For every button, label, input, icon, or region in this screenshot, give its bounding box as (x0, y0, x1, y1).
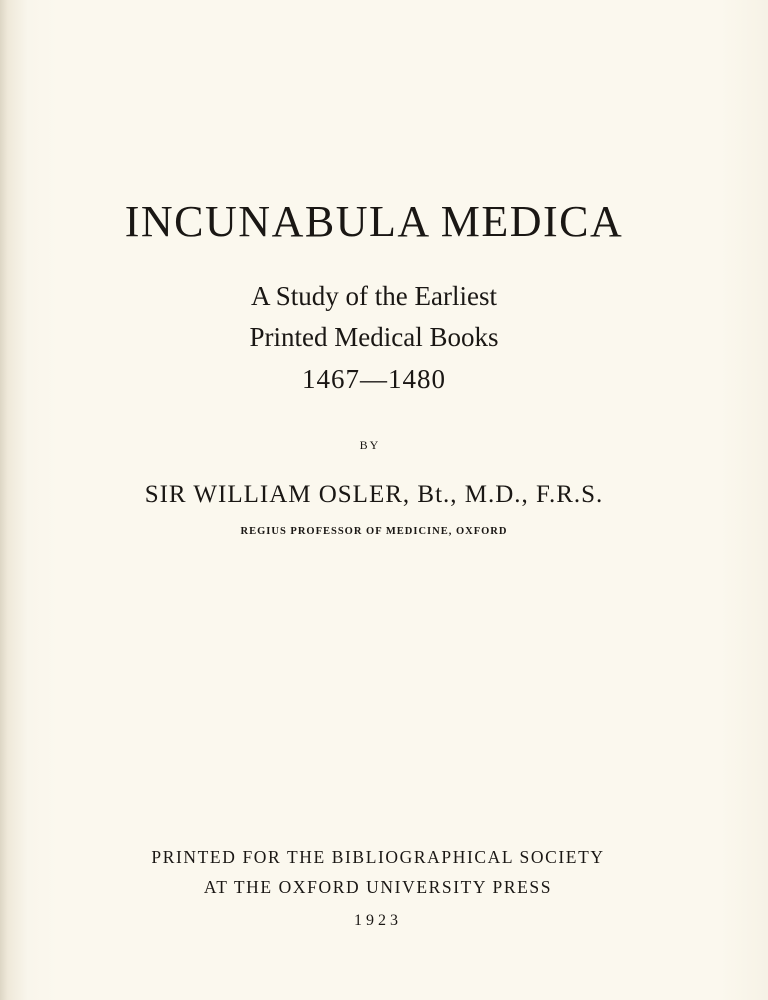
subtitle-line-1: A Study of the Earliest (251, 281, 497, 311)
date-range: 1467—1480 (302, 364, 446, 394)
book-title: INCUNABULA MEDICA (124, 197, 624, 246)
author-name: SIR WILLIAM OSLER, Bt., M.D., F.R.S. (144, 481, 604, 508)
by-label: BY (359, 438, 381, 452)
printer-line-1: PRINTED FOR THE BIBLIOGRAPHICAL SOCIETY (151, 847, 605, 867)
publication-year: 1923 (354, 912, 402, 929)
printer-line-2: AT THE OXFORD UNIVERSITY PRESS (203, 877, 553, 897)
subtitle-line-2: Printed Medical Books (249, 322, 499, 352)
author-position: REGIUS PROFESSOR OF MEDICINE, OXFORD (240, 526, 508, 537)
